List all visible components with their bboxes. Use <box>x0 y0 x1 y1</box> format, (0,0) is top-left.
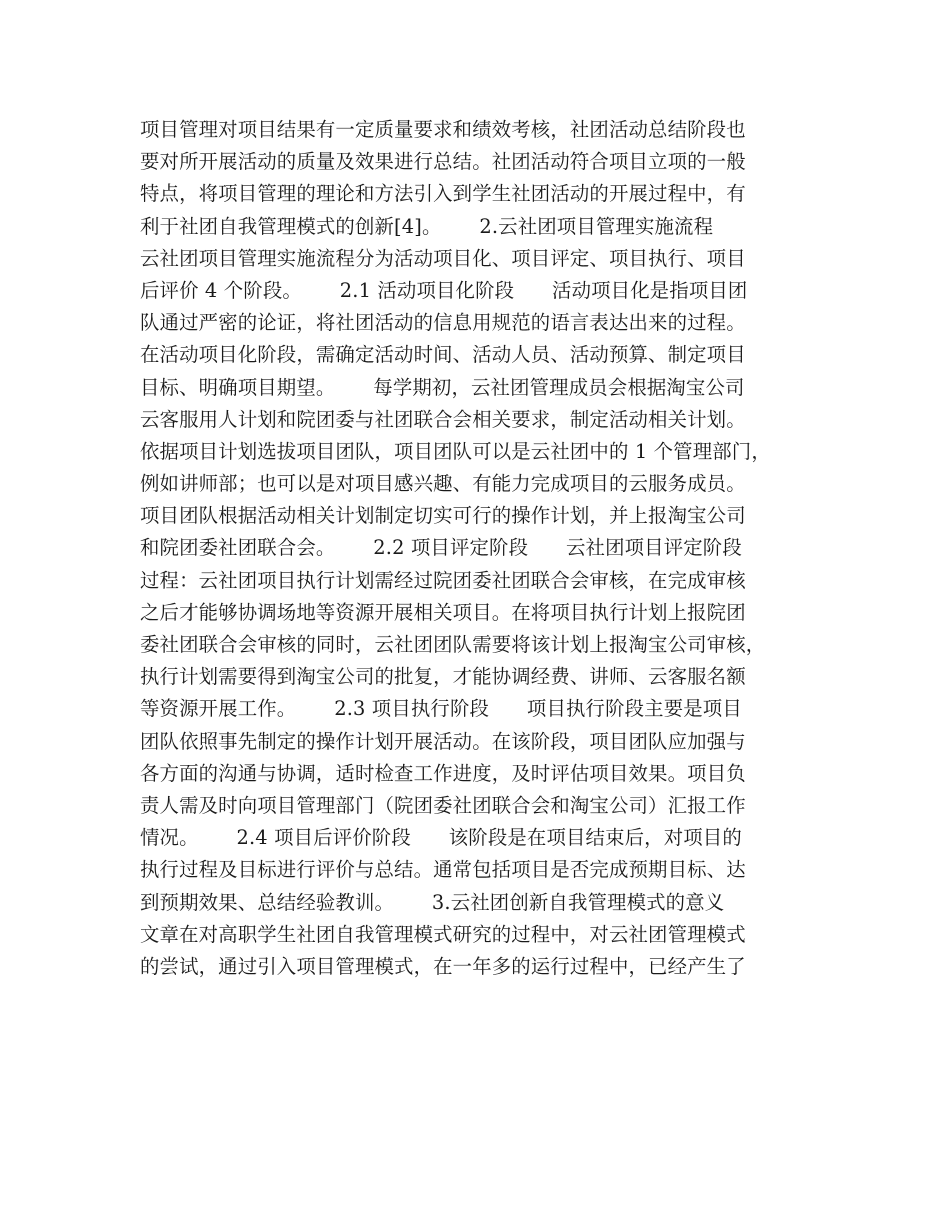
text-line: 队通过严密的论证，将社团活动的信息用规范的语言表达出来的过程。 <box>140 311 746 335</box>
text-line: 项目团队根据活动相关计划制定切实可行的操作计划，并上报淘宝公司 <box>140 504 746 528</box>
text-line: 团队依照事先制定的操作计划开展活动。在该阶段，项目团队应加强与 <box>140 729 746 753</box>
text-line: 要对所开展活动的质量及效果进行总结。社团活动符合项目立项的一般 <box>140 150 746 174</box>
text-line: 在活动项目化阶段，需确定活动时间、活动人员、活动预算、制定项目 <box>140 343 746 367</box>
text-line: 和院团委社团联合会。 2.2 项目评定阶段 云社团项目评定阶段 <box>140 536 742 560</box>
text-line: 利于社团自我管理模式的创新[4]。 2.云社团项目管理实施流程 <box>140 214 714 238</box>
text-line: 项目管理对项目结果有一定质量要求和绩效考核，社团活动总结阶段也 <box>140 118 746 141</box>
text-line: 云社团项目管理实施流程分为活动项目化、项目评定、项目执行、项目 <box>140 246 746 270</box>
text-line: 之后才能够协调场地等资源开展相关项目。在将项目执行计划上报院团 <box>140 600 746 624</box>
text-line: 责人需及时向项目管理部门（院团委社团联合会和淘宝公司）汇报工作 <box>140 793 746 817</box>
text-line: 云客服用人计划和院团委与社团联合会相关要求，制定活动相关计划。 <box>140 407 746 431</box>
text-line: 目标、明确项目期望。 每学期初，云社团管理成员会根据淘宝公司 <box>140 375 745 399</box>
text-line: 例如讲师部；也可以是对项目感兴趣、有能力完成项目的云服务成员。 <box>140 472 746 496</box>
text-line: 到预期效果、总结经验教训。 3.云社团创新自我管理模式的意义 <box>140 890 725 914</box>
text-line: 文章在对高职学生社团自我管理模式研究的过程中，对云社团管理模式 <box>140 922 746 946</box>
body-text <box>140 114 820 983</box>
text-line: 等资源开展工作。 2.3 项目执行阶段 项目执行阶段主要是项目 <box>140 697 742 721</box>
text-line: 执行过程及目标进行评价与总结。通常包括项目是否完成预期目标、达 <box>140 858 746 882</box>
text-line: 执行计划需要得到淘宝公司的批复，才能协调经费、讲师、云客服名额 <box>140 665 746 689</box>
text-line: 的尝试，通过引入项目管理模式，在一年多的运行过程中，已经产生了 <box>140 954 746 978</box>
text-line: 委社团联合会审核的同时，云社团团队需要将该计划上报淘宝公司审核， <box>140 633 766 656</box>
text-line: 各方面的沟通与协调，适时检查工作进度，及时评估项目效果。项目负 <box>140 761 746 785</box>
text-line: 特点，将项目管理的理论和方法引入到学生社团活动的开展过程中，有 <box>140 182 746 206</box>
text-line: 过程：云社团项目执行计划需经过院团委社团联合会审核，在完成审核 <box>140 568 746 592</box>
text-line: 情况。 2.4 项目后评价阶段 该阶段是在项目结束后，对项目的 <box>140 826 742 850</box>
text-line: 后评价 4 个阶段。 2.1 活动项目化阶段 活动项目化是指项目团 <box>140 278 748 302</box>
text-line: 依据项目计划选拔项目团队，项目团队可以是云社团中的 1 个管理部门， <box>140 439 771 463</box>
